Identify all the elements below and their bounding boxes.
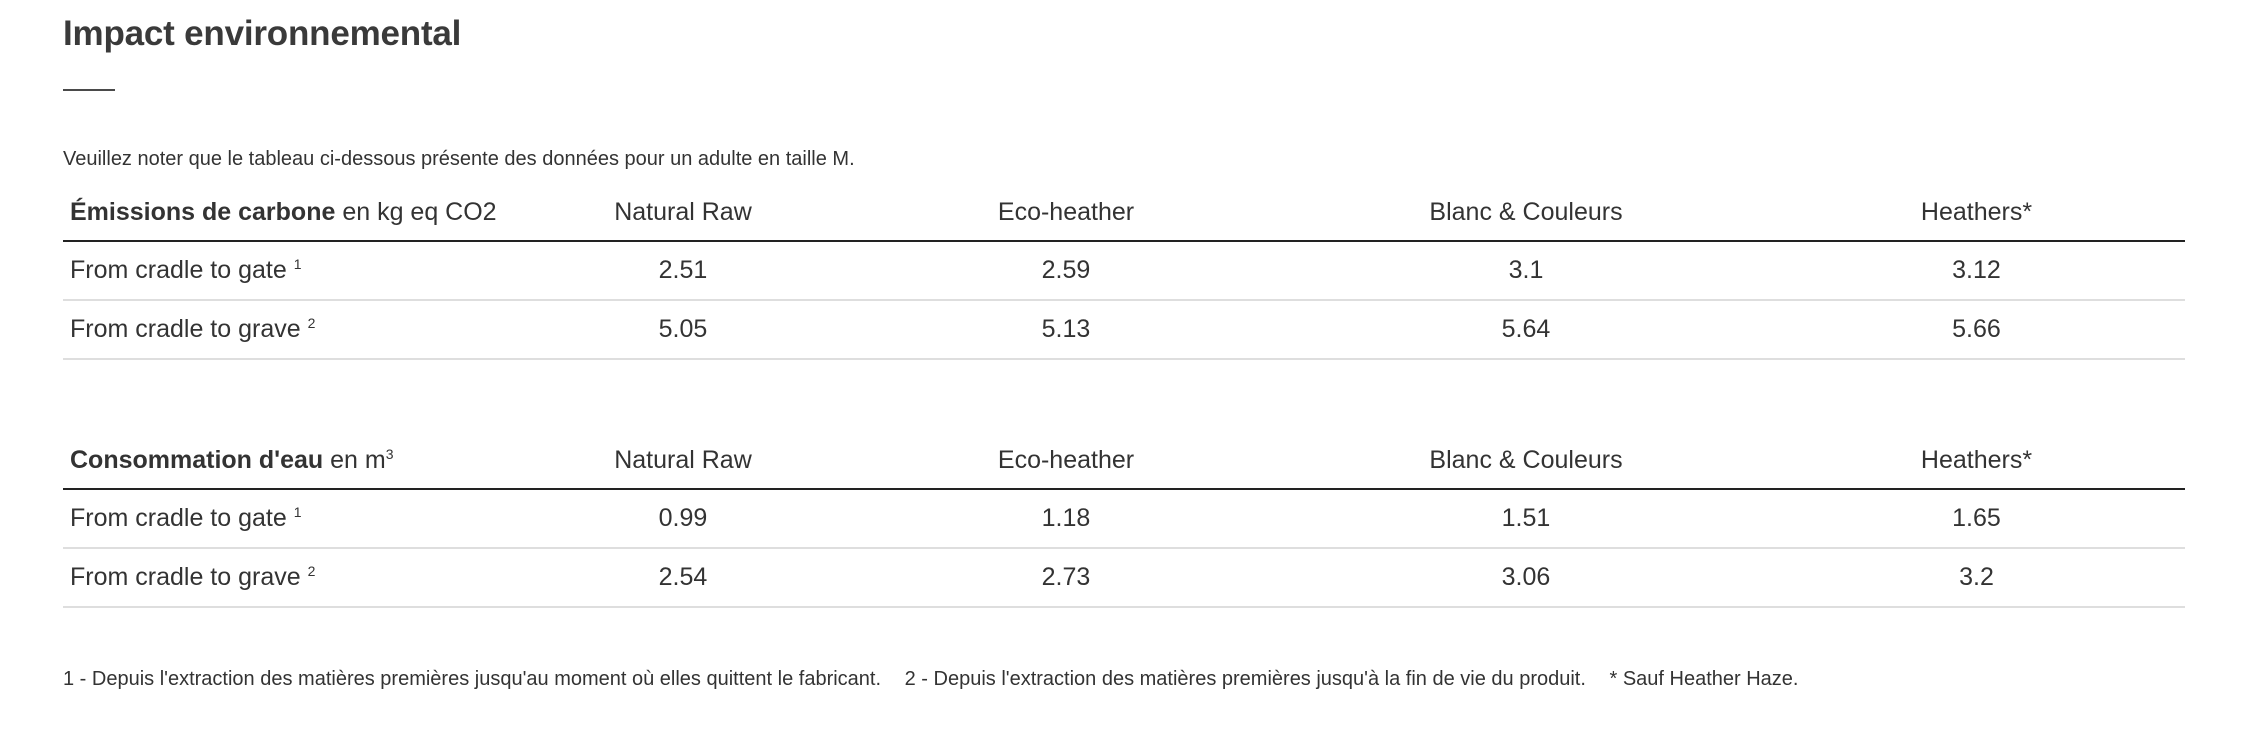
footnote-marker: 1 bbox=[293, 256, 302, 272]
carbon-table-header bbox=[63, 184, 2185, 241]
table-cell: 1.51 bbox=[1284, 489, 1768, 548]
footnote-marker: 1 bbox=[293, 504, 302, 520]
water-title-bold: Consommation d'eau bbox=[70, 445, 324, 474]
table-cell: 5.05 bbox=[518, 300, 848, 359]
column-header-blanc-couleurs: Blanc & Couleurs bbox=[1284, 432, 1768, 489]
table-cell: 1.65 bbox=[1768, 489, 2185, 548]
title-underline bbox=[63, 89, 115, 91]
table-cell: 2.54 bbox=[518, 548, 848, 607]
table-cell: 3.2 bbox=[1768, 548, 2185, 607]
table-cell: 5.66 bbox=[1768, 300, 2185, 359]
table-cell: 5.13 bbox=[848, 300, 1284, 359]
water-table-header bbox=[63, 432, 2185, 489]
footnote-marker: 2 bbox=[307, 315, 316, 331]
carbon-title-bold: Émissions de carbone bbox=[70, 197, 336, 226]
table-cell: 2.73 bbox=[848, 548, 1284, 607]
column-header-blanc-couleurs: Blanc & Couleurs bbox=[1284, 184, 1768, 241]
water-table-title bbox=[63, 432, 518, 489]
row-label-text: From cradle to grave bbox=[70, 315, 308, 343]
table-row bbox=[63, 300, 2185, 359]
footnote-1: 1 - Depuis l'extraction des matières premières jusqu'au moment où elles quittent le fabricant. bbox=[63, 668, 882, 690]
footnote-2: 2 - Depuis l'extraction des matières premières jusqu'à la fin de vie du produit. bbox=[904, 668, 1586, 690]
row-label-text: From cradle to gate bbox=[70, 504, 294, 532]
table-cell: 2.51 bbox=[518, 241, 848, 300]
table-cell: 5.64 bbox=[1284, 300, 1768, 359]
row-label-cradle-to-grave bbox=[63, 300, 518, 359]
footnote-marker: 2 bbox=[307, 563, 316, 579]
table-cell: 1.18 bbox=[848, 489, 1284, 548]
table-row bbox=[63, 489, 2185, 548]
table-cell: 2.59 bbox=[848, 241, 1284, 300]
footnote-asterisk: * Sauf Heather Haze. bbox=[1609, 668, 1799, 690]
unit-exponent: 3 bbox=[385, 445, 394, 462]
carbon-title-unit: en kg eq CO2 bbox=[335, 197, 497, 226]
table-cell: 3.06 bbox=[1284, 548, 1768, 607]
table-cell: 3.1 bbox=[1284, 241, 1768, 300]
table-row bbox=[63, 548, 2185, 607]
size-note: Veuillez noter que le tableau ci-dessous présente des données pour un adulte en taille M. bbox=[63, 148, 855, 170]
column-header-heathers: Heathers* bbox=[1768, 432, 2185, 489]
row-label-cradle-to-gate bbox=[63, 241, 518, 300]
water-title-unit: en m bbox=[323, 445, 386, 474]
row-label-cradle-to-grave bbox=[63, 548, 518, 607]
carbon-emissions-table bbox=[63, 184, 2185, 360]
table-cell: 3.12 bbox=[1768, 241, 2185, 300]
section-title: Impact environnemental bbox=[63, 14, 462, 53]
water-consumption-table bbox=[63, 432, 2185, 608]
row-label-text: From cradle to grave bbox=[70, 563, 308, 591]
column-header-eco-heather: Eco-heather bbox=[848, 184, 1284, 241]
row-label-cradle-to-gate bbox=[63, 489, 518, 548]
column-header-natural-raw: Natural Raw bbox=[518, 184, 848, 241]
table-cell: 0.99 bbox=[518, 489, 848, 548]
row-label-text: From cradle to gate bbox=[70, 256, 294, 284]
table-row bbox=[63, 241, 2185, 300]
column-header-natural-raw: Natural Raw bbox=[518, 432, 848, 489]
column-header-heathers: Heathers* bbox=[1768, 184, 2185, 241]
carbon-table-title bbox=[63, 184, 518, 241]
column-header-eco-heather: Eco-heather bbox=[848, 432, 1284, 489]
footnotes bbox=[63, 668, 1816, 691]
